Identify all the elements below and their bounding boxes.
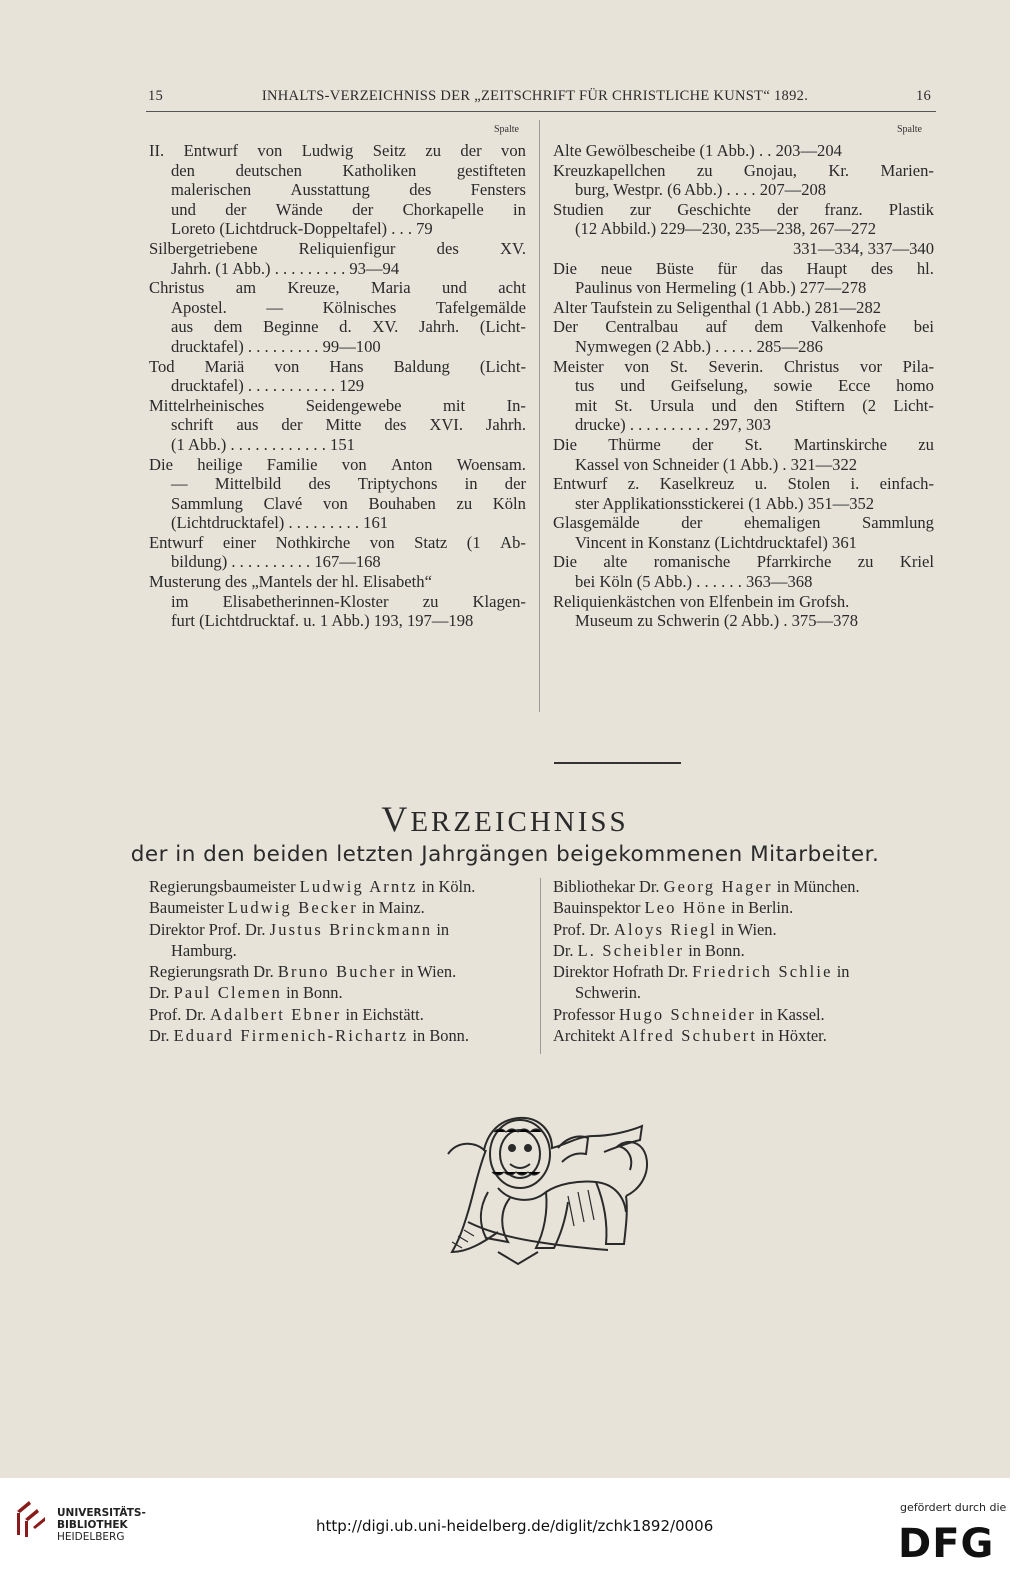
index-column-left (149, 141, 526, 631)
index-entry-line: Glasgemälde der ehemaligen Sammlung (553, 513, 934, 533)
index-entry-line: drucke) . . . . . . . . . . 297, 303 (575, 415, 771, 435)
contributor-title: Professor (553, 1004, 620, 1024)
index-entry-line: Die Thürme der St. Martinskirche zu (553, 434, 934, 454)
index-entry-line: drucktafel) . . . . . . . . . . . 129 (171, 376, 365, 396)
contributor-entry (149, 1004, 529, 1025)
index-column-right (553, 141, 934, 631)
contributors-left (149, 876, 529, 1046)
contributor-location: in Mainz. (357, 898, 425, 918)
contributor-entry (149, 919, 529, 940)
library-logo-icon (15, 1499, 47, 1539)
index-entry-line: tus und Geifselung, sowie Ecce homo (575, 376, 934, 396)
contributor-location: in Bonn. (282, 983, 343, 1003)
contributor-title: Baumeister (149, 898, 228, 918)
contributor-title: Bibliothekar Dr. (553, 877, 664, 896)
logo-line-1: UNIVERSITÄTS- (57, 1507, 146, 1519)
index-entry-line: Meister von St. Severin. Christus vor Pila- (553, 356, 934, 376)
contributor-entry (149, 961, 529, 982)
contributor-title: Dr. (149, 1026, 174, 1046)
index-entry-line: Loreto (Lichtdruck-Doppeltafel) . . . 79 (171, 219, 433, 239)
index-entry-line: Museum zu Schwerin (2 Abb.) . 375—378 (575, 611, 858, 631)
index-entry-line: furt (Lichtdrucktaf. u. 1 Abb.) 193, 197—198 (171, 611, 474, 631)
index-entry-line: Studien zur Geschichte der franz. Plastik (553, 199, 934, 219)
index-entry-line: (12 Abbild.) 229—230, 235—238, 267—272 (575, 219, 876, 239)
contributor-location: in Kassel. (755, 1004, 825, 1024)
page-number-left: 15 (148, 88, 164, 104)
contributor-entry (553, 940, 938, 961)
section-title-initial: V (381, 799, 411, 839)
contributor-name: Adalbert Ebner (210, 1004, 342, 1024)
contributor-location: in Bonn. (408, 1026, 469, 1046)
index-entry-line: Paulinus von Hermeling (1 Abb.) 277—278 (575, 278, 867, 298)
index-entry-line: Jahrh. (1 Abb.) . . . . . . . . . 93—94 (171, 258, 400, 278)
contributor-title: Prof. Dr. (149, 1004, 211, 1024)
contributor-name: Alfred Schubert (619, 1026, 758, 1046)
spalte-label-left: Spalte (494, 124, 519, 135)
index-entry-line: Nymwegen (2 Abb.) . . . . . 285—286 (575, 336, 823, 356)
contributor-entry (149, 876, 529, 897)
index-entry-line: Sammlung Clavé von Bouhaben zu Köln (171, 493, 526, 513)
contributor-entry (149, 897, 529, 918)
contributor-name: Justus Brinckmann (269, 919, 433, 939)
contributor-name: Aloys Riegl (614, 919, 717, 939)
index-entry-line: Alte Gewölbescheibe (1 Abb.) . . 203—204 (553, 141, 842, 160)
contributor-location: in Wien. (716, 919, 777, 939)
index-entry-line: Apostel. — Kölnisches Tafelgemälde (171, 297, 526, 317)
contributor-name: Ludwig Arntz (299, 877, 418, 896)
index-entry-line: bildung) . . . . . . . . . . 167—168 (171, 552, 381, 572)
source-url[interactable]: http://digi.ub.uni-heidelberg.de/diglit/zchk1892/0006 (316, 1517, 714, 1535)
page-number-right: 16 (916, 88, 932, 104)
contributor-title: Prof. Dr. (553, 919, 615, 939)
contributor-entry (149, 1025, 529, 1046)
contributor-title: Direktor Hofrath Dr. (553, 962, 693, 982)
contributor-entry (553, 919, 938, 940)
contributor-name: Friedrich Schlie (692, 962, 833, 982)
contributor-location: in Höxter. (757, 1026, 827, 1046)
library-logo-text (57, 1507, 146, 1543)
contributor-title: Dr. (149, 983, 174, 1003)
index-entry-line: Mittelrheinisches Seidengewebe mit In- (149, 395, 526, 415)
index-entry-line: im Elisabetherinnen-Kloster zu Klagen- (171, 591, 526, 611)
column-divider (539, 120, 540, 712)
section-title-rest: ERZEICHNISS (410, 806, 629, 838)
contributor-location: in Berlin. (727, 898, 794, 918)
contributor-title: Architekt (553, 1026, 619, 1046)
contributor-name: L. Scheibler (577, 940, 685, 960)
index-entry-line: Kassel von Schneider (1 Abb.) . 321—322 (575, 454, 858, 474)
contributor-location: in Wien. (396, 962, 457, 982)
index-entry-line: schrift aus der Mitte des XVI. Jahrh. (171, 415, 526, 435)
contributor-entry (553, 982, 938, 1003)
header-rule (146, 111, 936, 112)
index-entry-line: (Lichtdrucktafel) . . . . . . . . . 161 (171, 513, 389, 533)
contributor-title: Schwerin. (575, 983, 642, 1003)
index-entry-line: drucktafel) . . . . . . . . . 99—100 (171, 336, 381, 356)
contributor-name: Bruno Bucher (277, 962, 397, 982)
contributor-name: Ludwig Becker (227, 898, 358, 918)
funded-by-label: gefördert durch die (900, 1501, 1007, 1514)
contributor-title: Regierungsrath Dr. (149, 962, 278, 982)
contributor-location: in München. (772, 877, 860, 896)
index-entry-line: bei Köln (5 Abb.) . . . . . . 363—368 (575, 572, 813, 592)
contributor-entry (553, 1025, 938, 1046)
contributor-location: in (832, 962, 850, 982)
contributors-divider (540, 878, 541, 1054)
contributor-name: Eduard Firmenich-Richartz (173, 1026, 409, 1046)
index-entry-line: Die heilige Familie von Anton Woensam. (149, 454, 526, 474)
contributor-location: in Eichstätt. (341, 1004, 424, 1024)
contributor-entry (553, 961, 938, 982)
contributor-location: in Köln. (417, 877, 476, 896)
contributor-entry (553, 1004, 938, 1025)
index-entry-line: Tod Mariä von Hans Baldung (Licht- (149, 356, 526, 376)
section-separator (554, 762, 681, 764)
index-entry-line: (1 Abb.) . . . . . . . . . . . . 151 (171, 434, 355, 454)
index-entry-line: Die neue Büste für das Haupt des hl. (553, 258, 934, 278)
lion-vignette-icon (428, 1092, 664, 1268)
index-entry-line: Musterung des „Mantels der hl. Elisabeth“ (149, 572, 432, 592)
contributor-name: Georg Hager (663, 877, 773, 896)
contributor-entry (553, 897, 938, 918)
index-entry-line: Entwurf einer Nothkirche von Statz (1 Ab- (149, 532, 526, 552)
contributor-title: Direktor Prof. Dr. (149, 919, 270, 939)
logo-line-3: HEIDELBERG (57, 1531, 125, 1543)
index-entry-line: mit St. Ursula und den Stiftern (2 Licht- (575, 395, 934, 415)
index-entry-line: Silbergetriebene Reliquienfigur des XV. (149, 238, 526, 258)
index-entry-line: Die alte romanische Pfarrkirche zu Kriel (553, 552, 934, 572)
index-entry-line: Vincent in Konstanz (Lichtdrucktafel) 361 (575, 532, 857, 552)
index-entry-line: Entwurf z. Kaselkreuz u. Stolen i. einfach- (553, 474, 934, 494)
contributor-entry (553, 876, 938, 897)
index-entry-line: — Mittelbild des Triptychons in der (171, 474, 526, 494)
contributor-title: Regierungsbaumeister (149, 877, 300, 896)
contributor-title: Bauinspektor (553, 898, 645, 918)
index-entry-line: Reliquienkästchen von Elfenbein im Grofsh. (553, 591, 850, 611)
index-entry-line: burg, Westpr. (6 Abb.) . . . . 207—208 (575, 180, 827, 200)
index-entry-line: malerischen Ausstattung des Fensters (171, 180, 526, 200)
contributor-entry (149, 940, 529, 961)
index-entry-line: den deutschen Katholiken gestifteten (171, 160, 526, 180)
index-entry-line: Alter Taufstein zu Seligenthal (1 Abb.) 281—282 (553, 297, 882, 317)
contributor-name: Hugo Schneider (619, 1004, 756, 1024)
contributor-name: Paul Clemen (173, 983, 283, 1003)
spalte-label-right: Spalte (897, 124, 922, 135)
section-subtitle: der in den beiden letzten Jahrgängen beigekommenen Mitarbeiter. (130, 842, 880, 867)
running-title: INHALTS-VERZEICHNISS DER „ZEITSCHRIFT FÜR CHRISTLICHE KUNST“ 1892. (261, 88, 809, 104)
index-entry-line: Christus am Kreuze, Maria und acht (149, 278, 526, 298)
index-entry-line: und der Wände der Chorkapelle in (171, 199, 526, 219)
index-entry-line: 331—334, 337—340 (792, 238, 934, 258)
dfg-logo: DFG (898, 1521, 995, 1567)
contributor-title: Hamburg. (171, 940, 237, 960)
contributor-name: Leo Höne (644, 898, 728, 918)
index-entry-line: aus dem Beginne d. XV. Jahrh. (Licht- (171, 317, 526, 337)
contributor-location: in (432, 919, 450, 939)
index-entry-line: II. Entwurf von Ludwig Seitz zu der von (149, 141, 526, 160)
index-entry-line: Der Centralbau auf dem Valkenhofe bei (553, 317, 934, 337)
contributor-location: in Bonn. (684, 940, 745, 960)
index-entry-line: Kreuzkapellchen zu Gnojau, Kr. Marien- (553, 160, 934, 180)
section-title (0, 798, 1010, 840)
logo-line-2: BIBLIOTHEK (57, 1519, 128, 1531)
contributor-title: Dr. (553, 940, 578, 960)
index-entry-line: ster Applikationsstickerei (1 Abb.) 351—352 (575, 493, 875, 513)
contributor-entry (149, 982, 529, 1003)
contributors-right (553, 876, 938, 1046)
